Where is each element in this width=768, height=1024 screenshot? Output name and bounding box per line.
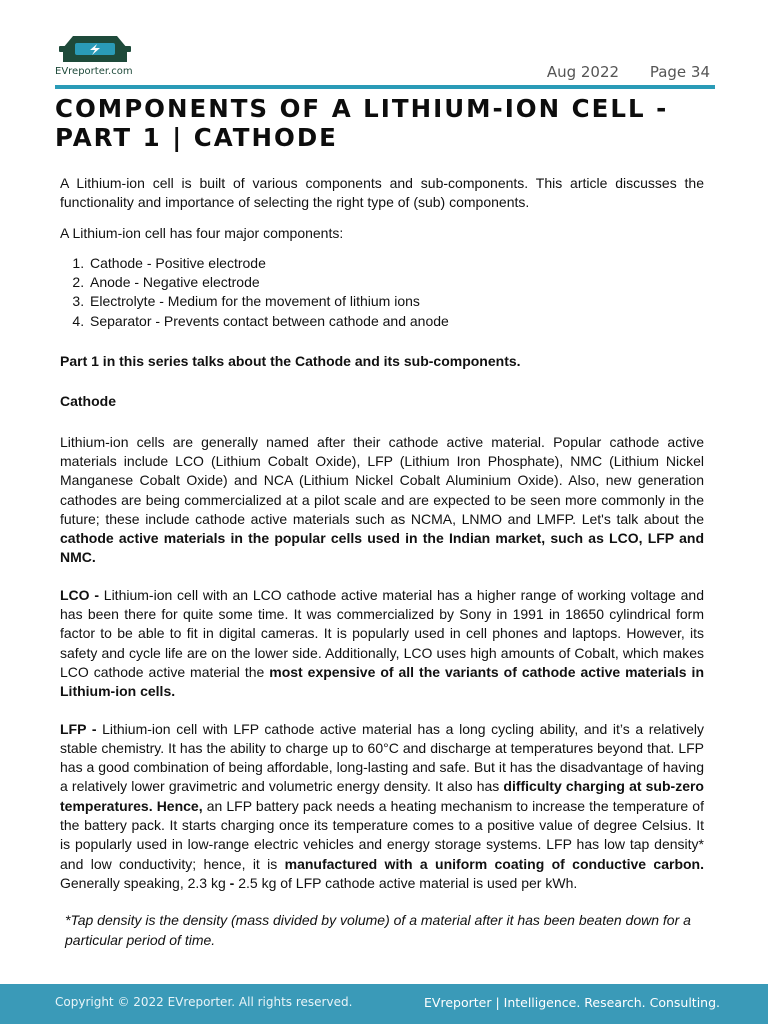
components-intro: A Lithium-ion cell has four major components: <box>60 224 344 241</box>
logo-wordmark: EVreporter.com <box>55 66 133 77</box>
title-line-2: PART 1 | CATHODE <box>55 123 338 152</box>
page-number: Page 34 <box>649 63 710 81</box>
page-footer <box>0 984 768 1024</box>
list-item: 3. Electrolyte - Medium for the movement of lithium ions <box>88 292 704 311</box>
title-line-1: COMPONENTS OF A LITHIUM-ION CELL - <box>55 94 669 123</box>
cathode-heading: Cathode <box>60 393 116 410</box>
components-list <box>60 254 704 331</box>
lco-paragraph: LCO - Lithium-ion cell with an LCO cathode active material has a higher range of working voltage and has been there for quite some time. It was commercialized by Sony in 1991 in 18650 cylindrical form factor to be able to fit in digital cameras. It is popularly used in cell phones and laptops. However, its safety and cycle life are on the lower side. Additionally, LCO uses high amounts of Cobalt, which makes LCO cathode active material the most expensive of all the variants of cathode active materials in Lithium-ion cells. <box>60 586 704 700</box>
tap-density-footnote: *Tap density is the density (mass divided by volume) of a material after it has been beaten down for a particular period of time. <box>65 912 691 948</box>
footer-tagline: EVreporter | Intelligence. Research. Consulting. <box>424 995 720 1010</box>
copyright-text: Copyright © 2022 EVreporter. All rights reserved. <box>55 995 353 1009</box>
article-title <box>55 94 715 152</box>
article-body <box>60 174 704 950</box>
intro-paragraph: A Lithium-ion cell is built of various components and sub-components. This article discusses the functionality and importance of selecting the right type of (sub) components. <box>60 175 704 211</box>
list-item: 2. Anode - Negative electrode <box>88 273 704 292</box>
series-note: Part 1 in this series talks about the Cathode and its sub-components. <box>60 353 521 370</box>
page-header <box>0 0 768 92</box>
lfp-paragraph: LFP - Lithium-ion cell with LFP cathode active material has a long cycling ability, and it’s a relatively stable chemistry. It has the ability to charge up to 60°C and discharge at temperatures beyond that. LFP has a good combination of being affordable, long-lasting and safe. But it has the disadvantage of having a relatively lower gravimetric and volumetric energy density. It also has difficulty charging at sub-zero temperatures. Hence, an LFP battery pack needs a heating mechanism to increase the temperature of the battery pack. It starts charging once its temperature comes to a positive value of degree Celsius. It is popularly used in low-range electric vehicles and energy storage systems. LFP has low tap density* and low conductivity; hence, it is manufactured with a uniform coating of conductive carbon. Generally speaking, 2.3 kg - 2.5 kg of LFP cathode active material is used per kWh. <box>60 720 704 891</box>
page-meta <box>521 63 710 81</box>
header-rule <box>55 85 715 89</box>
issue-date: Aug 2022 <box>546 63 620 81</box>
list-item: 4. Separator - Prevents contact between cathode and anode <box>88 312 704 331</box>
cathode-paragraph: Lithium-ion cells are generally named after their cathode active material. Popular cathode active materials include LCO (Lithium Cobalt Oxide), LFP (Lithium Iron Phosphate), NMC (Lithium Nickel Manganese Cobalt Oxide) and NCA (Lithium Nickel Cobalt Aluminium Oxide). Also, new generation cathodes are being commercialized at a pilot scale and are expected to be seen more commonly in the future; these include cathode active materials such as NCMA, LNMO and LMFP. Let's talk about the cathode active materials in the popular cells used in the Indian market, such as LCO, LFP and NMC. <box>60 433 704 566</box>
list-item: 1. Cathode - Positive electrode <box>88 254 704 273</box>
